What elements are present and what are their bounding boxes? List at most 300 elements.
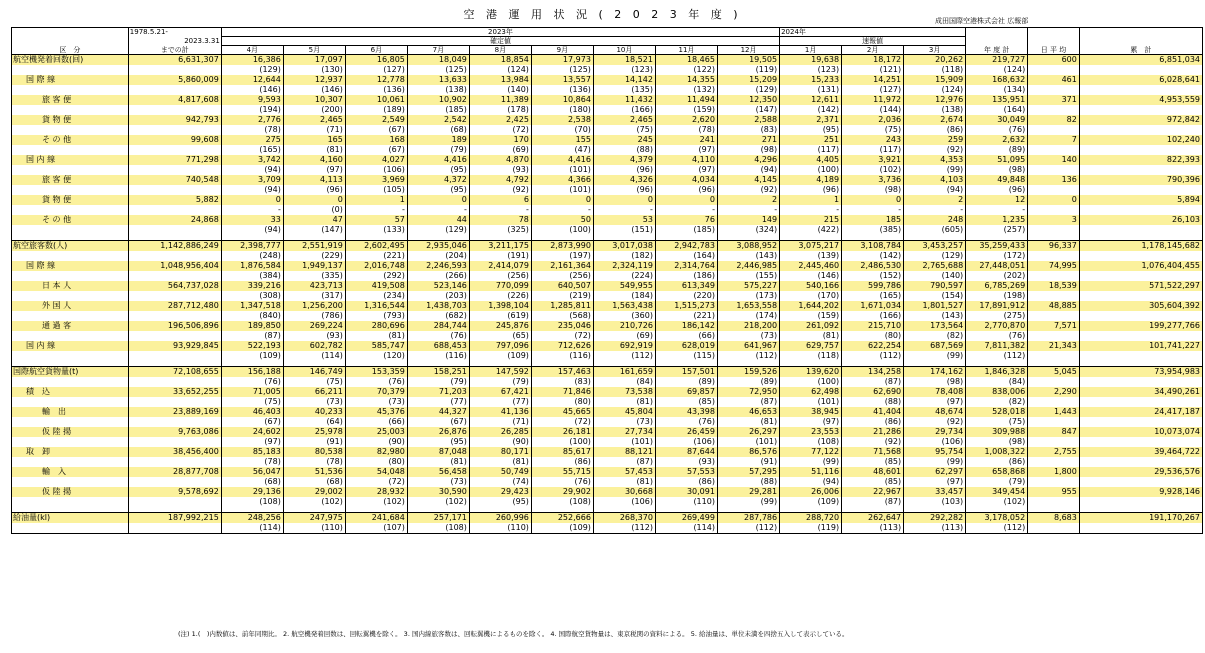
row-label: 積 込 bbox=[12, 387, 129, 397]
month-value: (224) bbox=[593, 271, 655, 281]
month-value: 57,453 bbox=[593, 467, 655, 477]
month-value: 641,967 bbox=[717, 341, 779, 351]
month-value: (98) bbox=[717, 145, 779, 155]
month-value: 622,254 bbox=[842, 341, 904, 351]
cumulative-total-value bbox=[1079, 85, 1202, 95]
month-value: 288,720 bbox=[780, 513, 842, 524]
month-value: 3,742 bbox=[221, 155, 283, 165]
since-header-line3: までの計 bbox=[128, 46, 221, 55]
month-value: (47) bbox=[531, 145, 593, 155]
table-row bbox=[12, 251, 1203, 261]
month-value: (98) bbox=[842, 185, 904, 195]
month-value: 85,617 bbox=[531, 447, 593, 457]
month-value: 159,526 bbox=[717, 367, 779, 378]
month-value: 9,593 bbox=[221, 95, 283, 105]
table-row bbox=[12, 261, 1203, 271]
month-value: 85,183 bbox=[221, 447, 283, 457]
month-value: 4,296 bbox=[717, 155, 779, 165]
month-value: (95) bbox=[407, 437, 469, 447]
since-value: 187,992,215 bbox=[128, 513, 221, 524]
month-value: (140) bbox=[469, 85, 531, 95]
year-total-value: 168,632 bbox=[966, 75, 1028, 85]
table-row bbox=[12, 331, 1203, 341]
cumulative-total-value: 571,522,297 bbox=[1079, 281, 1202, 291]
month-value: 1,438,703 bbox=[407, 301, 469, 311]
daily-average-value bbox=[1028, 397, 1080, 407]
month-value: 24,602 bbox=[221, 427, 283, 437]
month-value: (119) bbox=[717, 65, 779, 75]
month-value: 339,216 bbox=[221, 281, 283, 291]
table-row bbox=[12, 205, 1203, 215]
cumulative-total-value bbox=[1079, 105, 1202, 115]
month-value: (200) bbox=[283, 105, 345, 115]
month-value: 585,747 bbox=[345, 341, 407, 351]
month-value: 1,316,544 bbox=[345, 301, 407, 311]
month-value: (72) bbox=[531, 331, 593, 341]
month-value: (159) bbox=[780, 311, 842, 321]
month-value: (76) bbox=[531, 477, 593, 487]
month-value: 157,463 bbox=[531, 367, 593, 378]
month-value: - bbox=[842, 205, 904, 215]
cumulative-total-value: 102,240 bbox=[1079, 135, 1202, 145]
cumulative-total-value: 24,417,187 bbox=[1079, 407, 1202, 417]
month-value: (112) bbox=[593, 523, 655, 534]
daily-average-value bbox=[1028, 251, 1080, 261]
month-value: (113) bbox=[842, 523, 904, 534]
month-value: (88) bbox=[842, 397, 904, 407]
month-value: 173,564 bbox=[904, 321, 966, 331]
month-value: (101) bbox=[717, 437, 779, 447]
month-value: 10,061 bbox=[345, 95, 407, 105]
month-value: - bbox=[593, 205, 655, 215]
month-value: (95) bbox=[407, 165, 469, 175]
month-value: 1,801,527 bbox=[904, 301, 966, 311]
month-value: (102) bbox=[407, 497, 469, 507]
daily-average-value: 2,290 bbox=[1028, 387, 1080, 397]
month-value: (115) bbox=[655, 351, 717, 361]
month-value: 73,538 bbox=[593, 387, 655, 397]
year-total-value: - bbox=[966, 205, 1028, 215]
month-value: (76) bbox=[345, 377, 407, 387]
month-value: (97) bbox=[655, 145, 717, 155]
month-value: 33 bbox=[221, 215, 283, 225]
month-value: (67) bbox=[345, 125, 407, 135]
month-value: 2,465 bbox=[593, 115, 655, 125]
month-value: 14,142 bbox=[593, 75, 655, 85]
month-value: (143) bbox=[904, 311, 966, 321]
cumulative-total-value bbox=[1079, 311, 1202, 321]
month-value: (88) bbox=[593, 145, 655, 155]
cumulative-total-value bbox=[1079, 165, 1202, 175]
since-value bbox=[128, 125, 221, 135]
since-value: 1,048,956,404 bbox=[128, 261, 221, 271]
month-value: 275 bbox=[221, 135, 283, 145]
table-row bbox=[12, 301, 1203, 311]
daily-average-value bbox=[1028, 165, 1080, 175]
month-value: (80) bbox=[842, 331, 904, 341]
month-value: - bbox=[904, 205, 966, 215]
month-value: 26,006 bbox=[780, 487, 842, 497]
month-value: 235,046 bbox=[531, 321, 593, 331]
since-value bbox=[128, 351, 221, 361]
year-total-value: 2,770,870 bbox=[966, 321, 1028, 331]
table-row bbox=[12, 417, 1203, 427]
daily-average-value bbox=[1028, 271, 1080, 281]
month-value: (95) bbox=[780, 125, 842, 135]
month-value: (75) bbox=[221, 397, 283, 407]
year-total-value: 49,848 bbox=[966, 175, 1028, 185]
month-value: 1,671,034 bbox=[842, 301, 904, 311]
table-row bbox=[12, 85, 1203, 95]
month-value: 540,166 bbox=[780, 281, 842, 291]
daily-average-value bbox=[1028, 145, 1080, 155]
row-label bbox=[12, 523, 129, 534]
month-value: (69) bbox=[469, 145, 531, 155]
month-value: 66,211 bbox=[283, 387, 345, 397]
month-value: (79) bbox=[407, 377, 469, 387]
row-label bbox=[12, 225, 129, 235]
month-value: (96) bbox=[593, 185, 655, 195]
year-total-value: 528,018 bbox=[966, 407, 1028, 417]
month-value: (107) bbox=[345, 523, 407, 534]
year-total-value: (112) bbox=[966, 523, 1028, 534]
month-value: (159) bbox=[655, 105, 717, 115]
cumulative-total-value bbox=[1079, 145, 1202, 155]
month-value: (87) bbox=[717, 397, 779, 407]
month-value: 44,327 bbox=[407, 407, 469, 417]
month-value: 245,876 bbox=[469, 321, 531, 331]
month-value: 20,262 bbox=[904, 55, 966, 66]
since-value bbox=[128, 271, 221, 281]
month-value: 29,734 bbox=[904, 427, 966, 437]
month-value: (102) bbox=[842, 165, 904, 175]
month-value: (191) bbox=[469, 251, 531, 261]
cumulative-total-value bbox=[1079, 225, 1202, 235]
month-value: (0) bbox=[283, 205, 345, 215]
month-value: (81) bbox=[717, 417, 779, 427]
month-value: 45,665 bbox=[531, 407, 593, 417]
row-label: 貨 物 便 bbox=[12, 115, 129, 125]
since-value: 287,712,480 bbox=[128, 301, 221, 311]
month-value: 45,804 bbox=[593, 407, 655, 417]
month-value: (84) bbox=[593, 377, 655, 387]
month-value: (77) bbox=[469, 397, 531, 407]
month-value: 2,551,919 bbox=[283, 241, 345, 252]
month-value: 12,611 bbox=[780, 95, 842, 105]
month-value: 4,416 bbox=[407, 155, 469, 165]
table-row bbox=[12, 281, 1203, 291]
month-value: (66) bbox=[655, 331, 717, 341]
month-value: (72) bbox=[469, 125, 531, 135]
row-label: 日 本 人 bbox=[12, 281, 129, 291]
month-value: (112) bbox=[717, 351, 779, 361]
month-value: (138) bbox=[407, 85, 469, 95]
month-value: (793) bbox=[345, 311, 407, 321]
since-value: 942,793 bbox=[128, 115, 221, 125]
month-value: (102) bbox=[283, 497, 345, 507]
month-value: (97) bbox=[904, 397, 966, 407]
month-value: 628,019 bbox=[655, 341, 717, 351]
month-value: (229) bbox=[283, 251, 345, 261]
month-value: (127) bbox=[345, 65, 407, 75]
year-total-value: (89) bbox=[966, 145, 1028, 155]
month-value: 2,371 bbox=[780, 115, 842, 125]
month-value: 0 bbox=[593, 195, 655, 205]
month-value: (77) bbox=[407, 397, 469, 407]
daily-average-value: 48,885 bbox=[1028, 301, 1080, 311]
row-label bbox=[12, 85, 129, 95]
cumulative-total-value: 972,842 bbox=[1079, 115, 1202, 125]
table-row bbox=[12, 241, 1203, 252]
month-value: 284,744 bbox=[407, 321, 469, 331]
table-row bbox=[12, 447, 1203, 457]
month-value: 76 bbox=[655, 215, 717, 225]
since-value bbox=[128, 85, 221, 95]
month-value: 62,498 bbox=[780, 387, 842, 397]
month-value: (67) bbox=[345, 145, 407, 155]
month-value: (100) bbox=[780, 165, 842, 175]
cumulative-total-value: 10,073,074 bbox=[1079, 427, 1202, 437]
month-value: (117) bbox=[842, 145, 904, 155]
month-value: 2,398,777 bbox=[221, 241, 283, 252]
month-value: (87) bbox=[221, 331, 283, 341]
month-value: (98) bbox=[904, 377, 966, 387]
month-value: (335) bbox=[283, 271, 345, 281]
month-value: (101) bbox=[780, 397, 842, 407]
since-value: 28,877,708 bbox=[128, 467, 221, 477]
daily-average-value: 8,683 bbox=[1028, 513, 1080, 524]
month-value: 0 bbox=[283, 195, 345, 205]
month-value: 51,116 bbox=[780, 467, 842, 477]
month-value: (109) bbox=[531, 523, 593, 534]
month-value: 16,386 bbox=[221, 55, 283, 66]
daily-average-value bbox=[1028, 497, 1080, 507]
month-value: (124) bbox=[904, 85, 966, 95]
month-value: 248,256 bbox=[221, 513, 283, 524]
month-value: 71,005 bbox=[221, 387, 283, 397]
month-value: 48,601 bbox=[842, 467, 904, 477]
month-value: 56,458 bbox=[407, 467, 469, 477]
month-value: (422) bbox=[780, 225, 842, 235]
month-value: (292) bbox=[345, 271, 407, 281]
month-value: 156,188 bbox=[221, 367, 283, 378]
month-value: 29,002 bbox=[283, 487, 345, 497]
table-row bbox=[12, 351, 1203, 361]
since-value: 23,889,169 bbox=[128, 407, 221, 417]
month-value: (94) bbox=[904, 185, 966, 195]
month-value: 3,969 bbox=[345, 175, 407, 185]
month-header: 11月 bbox=[655, 46, 717, 55]
month-value: (118) bbox=[904, 65, 966, 75]
month-value: 185 bbox=[842, 215, 904, 225]
row-label bbox=[12, 457, 129, 467]
since-value: 6,631,307 bbox=[128, 55, 221, 66]
since-value: 33,652,255 bbox=[128, 387, 221, 397]
month-value: 2,674 bbox=[904, 115, 966, 125]
month-value: (152) bbox=[842, 271, 904, 281]
month-value: (97) bbox=[904, 477, 966, 487]
month-header: 6月 bbox=[345, 46, 407, 55]
month-value: 157,501 bbox=[655, 367, 717, 378]
row-label: 輸 入 bbox=[12, 467, 129, 477]
month-value: 269,499 bbox=[655, 513, 717, 524]
since-value: 196,506,896 bbox=[128, 321, 221, 331]
year-2024-header: 2024年 bbox=[780, 28, 966, 37]
month-value: 189 bbox=[407, 135, 469, 145]
cumulative-total-value: 822,393 bbox=[1079, 155, 1202, 165]
month-value: (605) bbox=[904, 225, 966, 235]
table-row bbox=[12, 321, 1203, 331]
month-value: (139) bbox=[780, 251, 842, 261]
month-value: (92) bbox=[904, 417, 966, 427]
month-value: 19,505 bbox=[717, 55, 779, 66]
cumulative-total-value: 9,928,146 bbox=[1079, 487, 1202, 497]
table-row bbox=[12, 165, 1203, 175]
month-value: (80) bbox=[345, 457, 407, 467]
row-label bbox=[12, 271, 129, 281]
month-value: 12,778 bbox=[345, 75, 407, 85]
month-value: 2,549 bbox=[345, 115, 407, 125]
month-value: (165) bbox=[221, 145, 283, 155]
month-value: (324) bbox=[717, 225, 779, 235]
month-value: (93) bbox=[655, 457, 717, 467]
month-value: 687,569 bbox=[904, 341, 966, 351]
kakutei-header: 確定値 bbox=[221, 37, 779, 46]
month-value: (81) bbox=[345, 331, 407, 341]
row-label: 仮 陸 揚 bbox=[12, 427, 129, 437]
month-value: 4,326 bbox=[593, 175, 655, 185]
year-total-value: (98) bbox=[966, 437, 1028, 447]
year-total-value: (164) bbox=[966, 105, 1028, 115]
since-value bbox=[128, 477, 221, 487]
month-value: 13,633 bbox=[407, 75, 469, 85]
month-value: (151) bbox=[593, 225, 655, 235]
month-value: (147) bbox=[283, 225, 345, 235]
month-value: 4,379 bbox=[593, 155, 655, 165]
daily-average-value bbox=[1028, 523, 1080, 534]
since-value: 771,298 bbox=[128, 155, 221, 165]
cumulative-total-value bbox=[1079, 397, 1202, 407]
month-value: (112) bbox=[842, 351, 904, 361]
month-value: 3,709 bbox=[221, 175, 283, 185]
month-value: (165) bbox=[842, 291, 904, 301]
month-value: 2,446,985 bbox=[717, 261, 779, 271]
cumulative-total-value: 73,954,983 bbox=[1079, 367, 1202, 378]
month-value: (132) bbox=[655, 85, 717, 95]
row-label: 航空機発着回数(回) bbox=[12, 55, 129, 66]
month-value: (131) bbox=[780, 85, 842, 95]
table-row bbox=[12, 195, 1203, 205]
daily-average-value: 1,443 bbox=[1028, 407, 1080, 417]
month-value: 14,355 bbox=[655, 75, 717, 85]
year-total-value: (102) bbox=[966, 497, 1028, 507]
since-value bbox=[128, 377, 221, 387]
month-header: 5月 bbox=[283, 46, 345, 55]
month-value: 19,638 bbox=[780, 55, 842, 66]
month-value: (105) bbox=[345, 185, 407, 195]
month-value: 57,295 bbox=[717, 467, 779, 477]
table-row bbox=[12, 387, 1203, 397]
month-value: (103) bbox=[904, 497, 966, 507]
month-value: 170 bbox=[469, 135, 531, 145]
month-value: (185) bbox=[655, 225, 717, 235]
page-title: 空 港 運 用 状 況 ( 2 0 2 3 年 度 ) bbox=[463, 8, 742, 21]
month-value: 18,465 bbox=[655, 55, 717, 66]
month-value: 2,942,783 bbox=[655, 241, 717, 252]
daily-average-value bbox=[1028, 185, 1080, 195]
row-label bbox=[12, 311, 129, 321]
month-value: 12,644 bbox=[221, 75, 283, 85]
month-value: (140) bbox=[904, 271, 966, 281]
month-value: (123) bbox=[780, 65, 842, 75]
month-value: 260,996 bbox=[469, 513, 531, 524]
since-value: 38,456,400 bbox=[128, 447, 221, 457]
month-value: 280,696 bbox=[345, 321, 407, 331]
year-total-value: 3,178,052 bbox=[966, 513, 1028, 524]
month-value: 1,285,811 bbox=[531, 301, 593, 311]
month-value: 688,453 bbox=[407, 341, 469, 351]
month-value: 57 bbox=[345, 215, 407, 225]
month-value: 2,620 bbox=[655, 115, 717, 125]
year-total-value: (86) bbox=[966, 457, 1028, 467]
cumulative-total-value bbox=[1079, 497, 1202, 507]
month-value: 4,366 bbox=[531, 175, 593, 185]
month-value: (119) bbox=[780, 523, 842, 534]
month-value: - bbox=[345, 205, 407, 215]
month-value: 21,286 bbox=[842, 427, 904, 437]
cumulative-total-value: 39,464,722 bbox=[1079, 447, 1202, 457]
footnote: (注) 1.( )内数値は、前年同期比。 2. 航空機発着回数は、回転翼機を除く。 3. 国内線旅客数は、回転翼機によるものを除く。 4. 国際航空貨物量は、東京税関の資料による。 5. 給油量は、単位未満を四捨五入して表示している。 bbox=[178, 630, 849, 638]
year-total-value: 17,891,912 bbox=[966, 301, 1028, 311]
year-total-value: 12 bbox=[966, 195, 1028, 205]
month-value: 549,955 bbox=[593, 281, 655, 291]
year-total-value: (134) bbox=[966, 85, 1028, 95]
month-value: (110) bbox=[655, 497, 717, 507]
cumulative-total-value: 305,604,392 bbox=[1079, 301, 1202, 311]
kubun-header: 区 分 bbox=[12, 28, 129, 55]
cumulative-total-value bbox=[1079, 185, 1202, 195]
daily-average-value: 371 bbox=[1028, 95, 1080, 105]
month-value: 4,870 bbox=[469, 155, 531, 165]
row-label: 給油量(kl) bbox=[12, 513, 129, 524]
year-total-value: (198) bbox=[966, 291, 1028, 301]
month-value: 174,162 bbox=[904, 367, 966, 378]
row-label bbox=[12, 377, 129, 387]
month-value: 18,854 bbox=[469, 55, 531, 66]
month-value: (73) bbox=[283, 397, 345, 407]
month-value: (130) bbox=[283, 65, 345, 75]
month-value: (78) bbox=[655, 125, 717, 135]
since-value: 5,860,009 bbox=[128, 75, 221, 85]
daily-average-value bbox=[1028, 65, 1080, 75]
daily-average-value: 461 bbox=[1028, 75, 1080, 85]
month-value: (106) bbox=[345, 165, 407, 175]
cumulative-total-value: 34,490,261 bbox=[1079, 387, 1202, 397]
daily-average-value: 600 bbox=[1028, 55, 1080, 66]
cumulative-total-value bbox=[1079, 417, 1202, 427]
month-value: 146,749 bbox=[283, 367, 345, 378]
month-value: (147) bbox=[717, 105, 779, 115]
month-value: 613,349 bbox=[655, 281, 717, 291]
cumulative-total-value bbox=[1079, 205, 1202, 215]
month-value: 3,108,784 bbox=[842, 241, 904, 252]
daily-average-value bbox=[1028, 85, 1080, 95]
cumulative-total-value: 26,103 bbox=[1079, 215, 1202, 225]
month-value: 1 bbox=[780, 195, 842, 205]
month-value: (96) bbox=[593, 165, 655, 175]
row-label bbox=[12, 205, 129, 215]
row-label bbox=[12, 145, 129, 155]
